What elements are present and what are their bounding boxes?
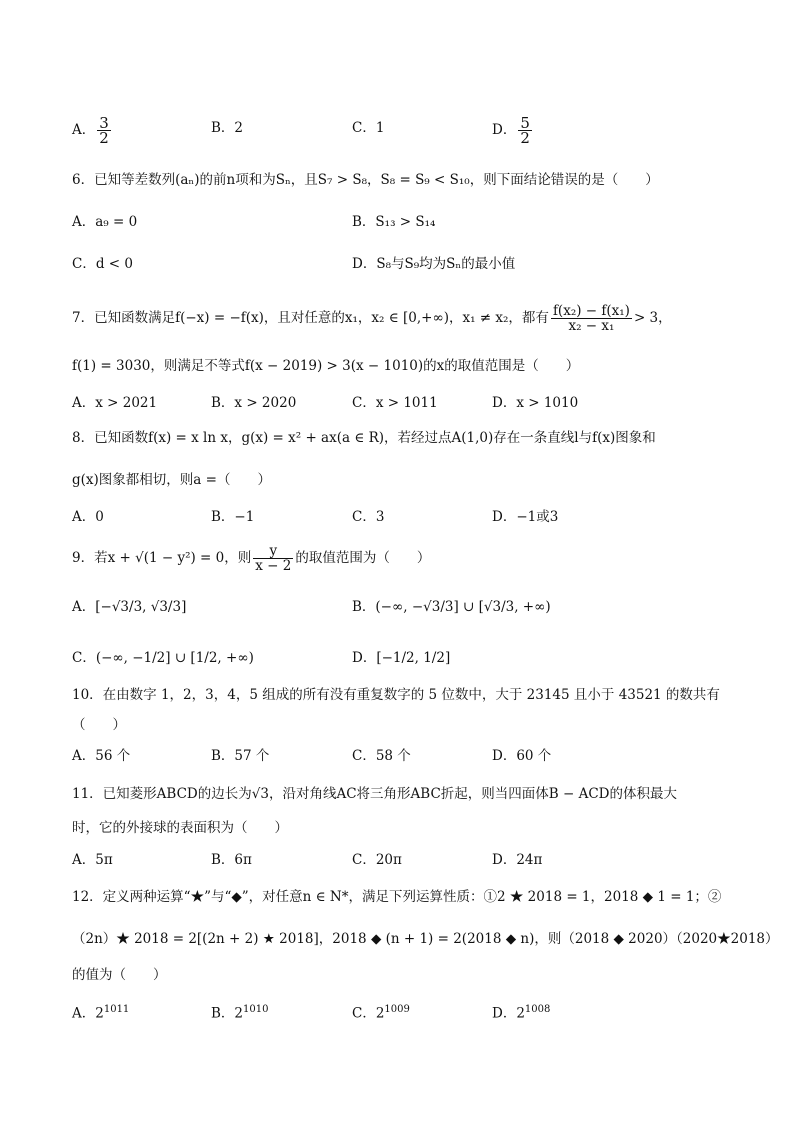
q8-option-a: A．0 [72,509,104,525]
q9-fraction-denominator: x − 2 [255,558,292,574]
q12-option-d-exponent: 1008 [524,1004,551,1015]
q9-stem-part1: 9．若x + √(1 − y²) = 0，则 [72,550,252,566]
q8-option-d: D．−1或3 [492,509,559,525]
q8-stem-line2: g(x)图象都相切，则a =（ ） [72,472,271,488]
q9-stem-part2: 的取值范围为（ ） [295,550,431,566]
q12-option-b [211,1000,268,1024]
q11-option-d: D．24π [492,852,543,868]
q11-option-c: C．20π [352,852,402,868]
q12-option-a [72,1000,129,1024]
q5-option-a-numerator: 3 [99,114,109,132]
q12-stem-line2: （2n）★ 2018 = 2[(2n + 2) ★ 2018]，2018 ◆ (n + 1) = 2(2018 ◆ n)，则（2018 ◆ 2020）（2020★2018） [72,931,779,947]
q9-option-b: B．(−∞, −√3/3] ∪ [√3/3, +∞) [352,599,551,615]
q10-stem-line1: 10．在由数字 1，2，3，4，5 组成的所有没有重复数字的 5 位数中，大于 23145 且小于 43521 的数共有 [72,687,720,703]
q12-option-c [352,1000,410,1024]
q5-option-d [492,116,534,145]
q8-option-c: C．3 [352,509,385,525]
q5-option-d-label: D． [492,122,517,138]
q6-stem: 6．已知等差数列(aₙ)的前n项和为Sₙ，且S₇ > S₈，S₈ = S₉ < S₁₀，则下面结论错误的是（ ） [72,172,659,188]
q5-option-d-denominator: 2 [520,129,530,147]
q11-option-a: A．5π [72,852,113,868]
q12-option-a-base: A．2 [72,1005,104,1022]
q6-option-c: C．d < 0 [72,256,133,272]
q11-stem-line2: 时，它的外接球的表面积为（ ） [72,820,288,836]
q12-stem-line3: 的值为（ ） [72,967,167,983]
q8-stem-line1: 8．已知函数f(x) = x ln x，g(x) = x² + ax(a ∈ R)，若经过点A(1,0)存在一条直线l与f(x)图象和 [72,430,656,446]
q12-option-b-base: B．2 [211,1005,244,1022]
q9-option-d: D．[−1/2, 1/2] [352,650,451,666]
q6-option-d: D．S₈与S₉均为Sₙ的最小值 [352,256,516,272]
q10-option-d: D．60 个 [492,748,552,764]
q7-option-a: A．x > 2021 [72,395,158,411]
q7-fraction-numerator: f(x₂) − f(x₁) [552,303,630,319]
q9-option-a: A．[−√3/3, √3/3] [72,599,187,615]
q12-option-b-exponent: 1010 [243,1004,269,1015]
q5-option-a-label: A． [72,122,96,138]
q10-option-a: A．56 个 [72,748,131,764]
q9-fraction [253,544,293,573]
q6-option-b: B．S₁₃ > S₁₄ [352,214,436,230]
q7-option-c: C．x > 1011 [352,395,438,411]
q5-option-a-fraction [97,116,111,145]
q12-option-c-exponent: 1009 [384,1004,410,1015]
q7-stem-part2: > 3， [633,310,672,326]
q10-option-b: B．57 个 [211,748,270,764]
q7-option-d: D．x > 1010 [492,395,579,411]
q9-stem [72,544,430,573]
q7-fraction [551,304,632,333]
q12-option-d-base: D．2 [492,1005,525,1022]
q9-fraction-numerator: y [253,544,293,559]
q12-option-d [492,1000,550,1024]
q5-option-a-denominator: 2 [99,129,109,147]
q7-stem-part1: 7．已知函数满足f(−x) = −f(x)，且对任意的x₁，x₂ ∈ [0,+∞)，x₁ ≠ x₂，都有 [72,310,549,326]
q12-option-c-base: C．2 [352,1005,385,1022]
q7-stem-line2: f(1) = 3030，则满足不等式f(x − 2019) > 3(x − 1010)的x的取值范围是（ ） [72,358,580,374]
q5-option-b: B．2 [211,120,244,136]
q7-stem-line1 [72,304,672,333]
q5-option-d-numerator: 5 [520,114,530,132]
q7-fraction-denominator: x₂ − x₁ [568,318,615,334]
q6-option-a: A．a₉ = 0 [72,214,138,230]
q5-option-d-fraction [518,116,532,145]
q12-stem-line1: 12．定义两种运算“★”与“◆”，对任意n ∈ N*，满足下列运算性质：①2 ★ 2018 = 1，2018 ◆ 1 = 1；② [72,889,722,905]
q11-option-b: B．6π [211,852,252,868]
q5-option-c: C．1 [352,120,385,136]
q10-option-c: C．58 个 [352,748,411,764]
q10-stem-line2: （ ） [72,717,126,733]
q9-option-c: C．(−∞, −1/2] ∪ [1/2, +∞) [72,650,254,666]
q7-option-b: B．x > 2020 [211,395,297,411]
q12-option-a-exponent: 1011 [103,1004,130,1015]
q5-option-a [72,116,113,145]
q11-stem-line1: 11．已知菱形ABCD的边长为√3，沿对角线AC将三角形ABC折起，则当四面体B − ACD的体积最大 [72,786,677,802]
q8-option-b: B．−1 [211,509,255,525]
